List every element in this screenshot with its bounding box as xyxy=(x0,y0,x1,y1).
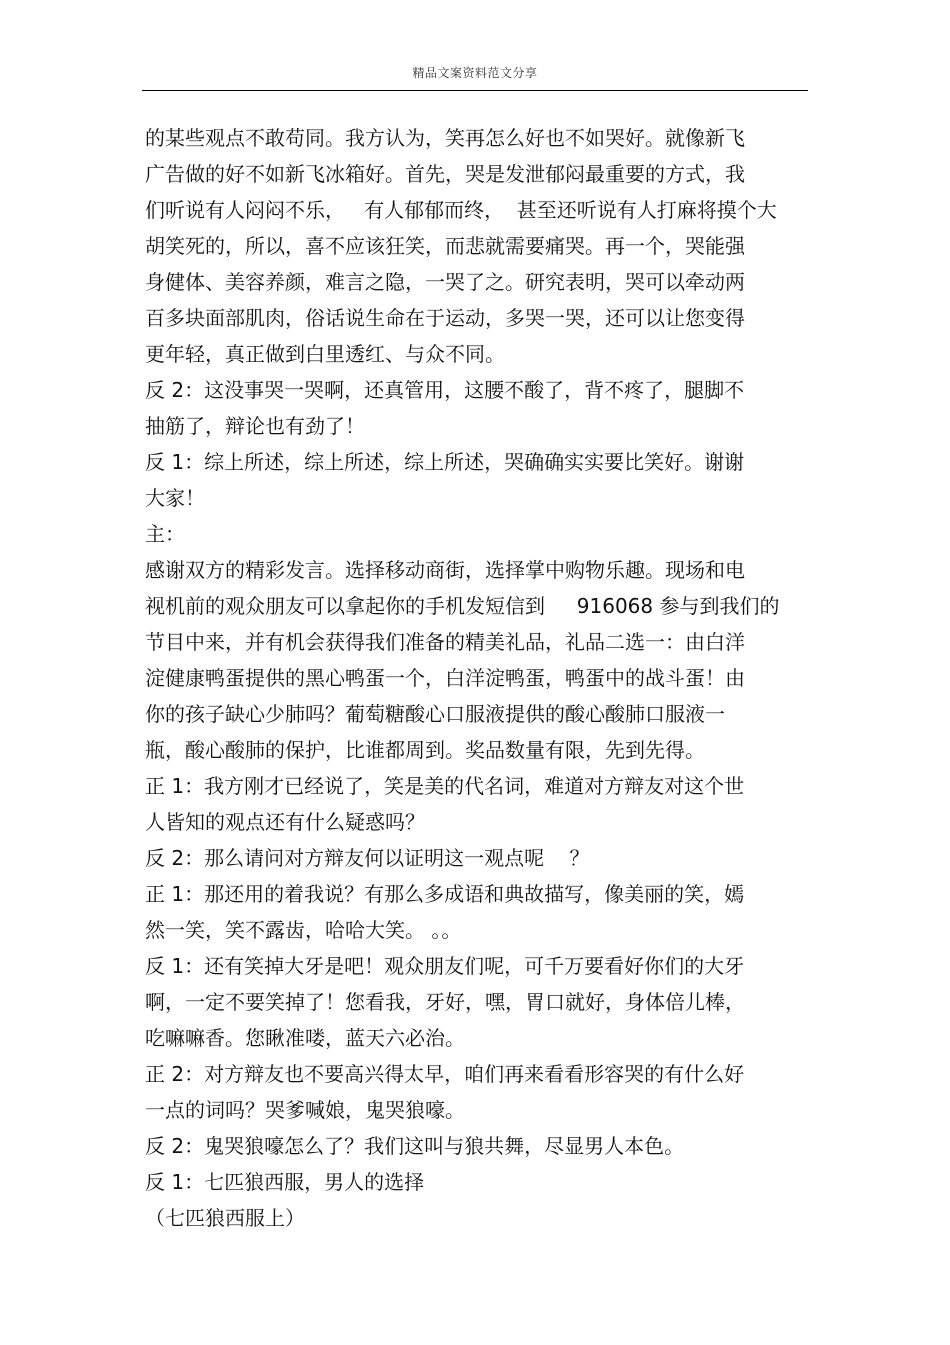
text-line: 反 1：还有笑掉大牙是吧！观众朋友们呢，可千万要看好你们的大牙 xyxy=(145,954,745,978)
text-line: 抽筋了，辩论也有劲了！ xyxy=(145,414,365,438)
text-line: （七匹狼西服上） xyxy=(145,1206,305,1230)
text-line: 反 2：那么请问对方辩友何以证明这一观点呢 ？ xyxy=(145,846,590,870)
text-line: 节目中来，并有机会获得我们准备的精美礼品，礼品二选一：由白洋 xyxy=(145,630,745,654)
text-line: 胡笑死的，所以，喜不应该狂笑，而悲就需要痛哭。再一个，哭能强 xyxy=(145,234,745,258)
text-line: 人皆知的观点还有什么疑惑吗？ xyxy=(145,810,425,834)
text-line: 视机前的观众朋友可以拿起你的手机发短信到 916068 参与到我们的 xyxy=(145,594,780,618)
text-line: 反 2：这没事哭一哭啊，还真管用，这腰不酸了，背不疼了，腿脚不 xyxy=(145,378,745,402)
text-line: 吃嘛嘛香。您瞅准喽，蓝天六必治。 xyxy=(145,1026,465,1050)
text-line: 反 2：鬼哭狼嚎怎么了？我们这叫与狼共舞，尽显男人本色。 xyxy=(145,1134,685,1158)
document-body xyxy=(145,120,805,1236)
text-line: 正 1：我方刚才已经说了，笑是美的代名词，难道对方辩友对这个世 xyxy=(145,774,745,798)
text-line: 广告做的好不如新飞冰箱好。首先，哭是发泄郁闷最重要的方式，我 xyxy=(145,162,745,186)
text-line: 一点的词吗？哭爹喊娘，鬼哭狼嚎。 xyxy=(145,1098,465,1122)
text-line: 正 2：对方辩友也不要高兴得太早，咱们再来看看形容哭的有什么好 xyxy=(145,1062,745,1086)
text-line: 感谢双方的精彩发言。选择移动商街，选择掌中购物乐趣。现场和电 xyxy=(145,558,745,582)
text-line: 瓶，酸心酸肺的保护，比谁都周到。奖品数量有限，先到先得。 xyxy=(145,738,705,762)
text-line: 更年轻，真正做到白里透红、与众不同。 xyxy=(145,342,505,366)
text-line: 然一笑，笑不露齿，哈哈大笑。 。。 xyxy=(145,918,462,942)
text-line: 主： xyxy=(145,522,185,546)
text-line: 反 1：七匹狼西服，男人的选择 xyxy=(145,1170,425,1194)
text-line: 们听说有人闷闷不乐， 有人郁郁而终， 甚至还听说有人打麻将摸个大 xyxy=(145,198,777,222)
text-line: 正 1：那还用的着我说？有那么多成语和典故描写，像美丽的笑，嫣 xyxy=(145,882,745,906)
text-line: 你的孩子缺心少肺吗？葡萄糖酸心口服液提供的酸心酸肺口服液一 xyxy=(145,702,725,726)
text-line: 淀健康鸭蛋提供的黑心鸭蛋一个，白洋淀鸭蛋，鸭蛋中的战斗蛋！由 xyxy=(145,666,745,690)
text-line: 大家！ xyxy=(145,486,205,510)
text-line: 百多块面部肌肉，俗话说生命在于运动，多哭一哭，还可以让您变得 xyxy=(145,306,745,330)
text-line: 啊，一定不要笑掉了！您看我，牙好，嘿，胃口就好，身体倍儿棒， xyxy=(145,990,745,1014)
text-line: 反 1：综上所述，综上所述，综上所述，哭确确实实要比笑好。谢谢 xyxy=(145,450,745,474)
header-divider xyxy=(142,90,808,91)
page-header: 精品文案资料范文分享 xyxy=(412,66,538,80)
text-line: 的某些观点不敢苟同。我方认为，笑再怎么好也不如哭好。就像新飞 xyxy=(145,126,745,150)
text-line: 身健体、美容养颜，难言之隐，一哭了之。研究表明，哭可以牵动两 xyxy=(145,270,745,294)
